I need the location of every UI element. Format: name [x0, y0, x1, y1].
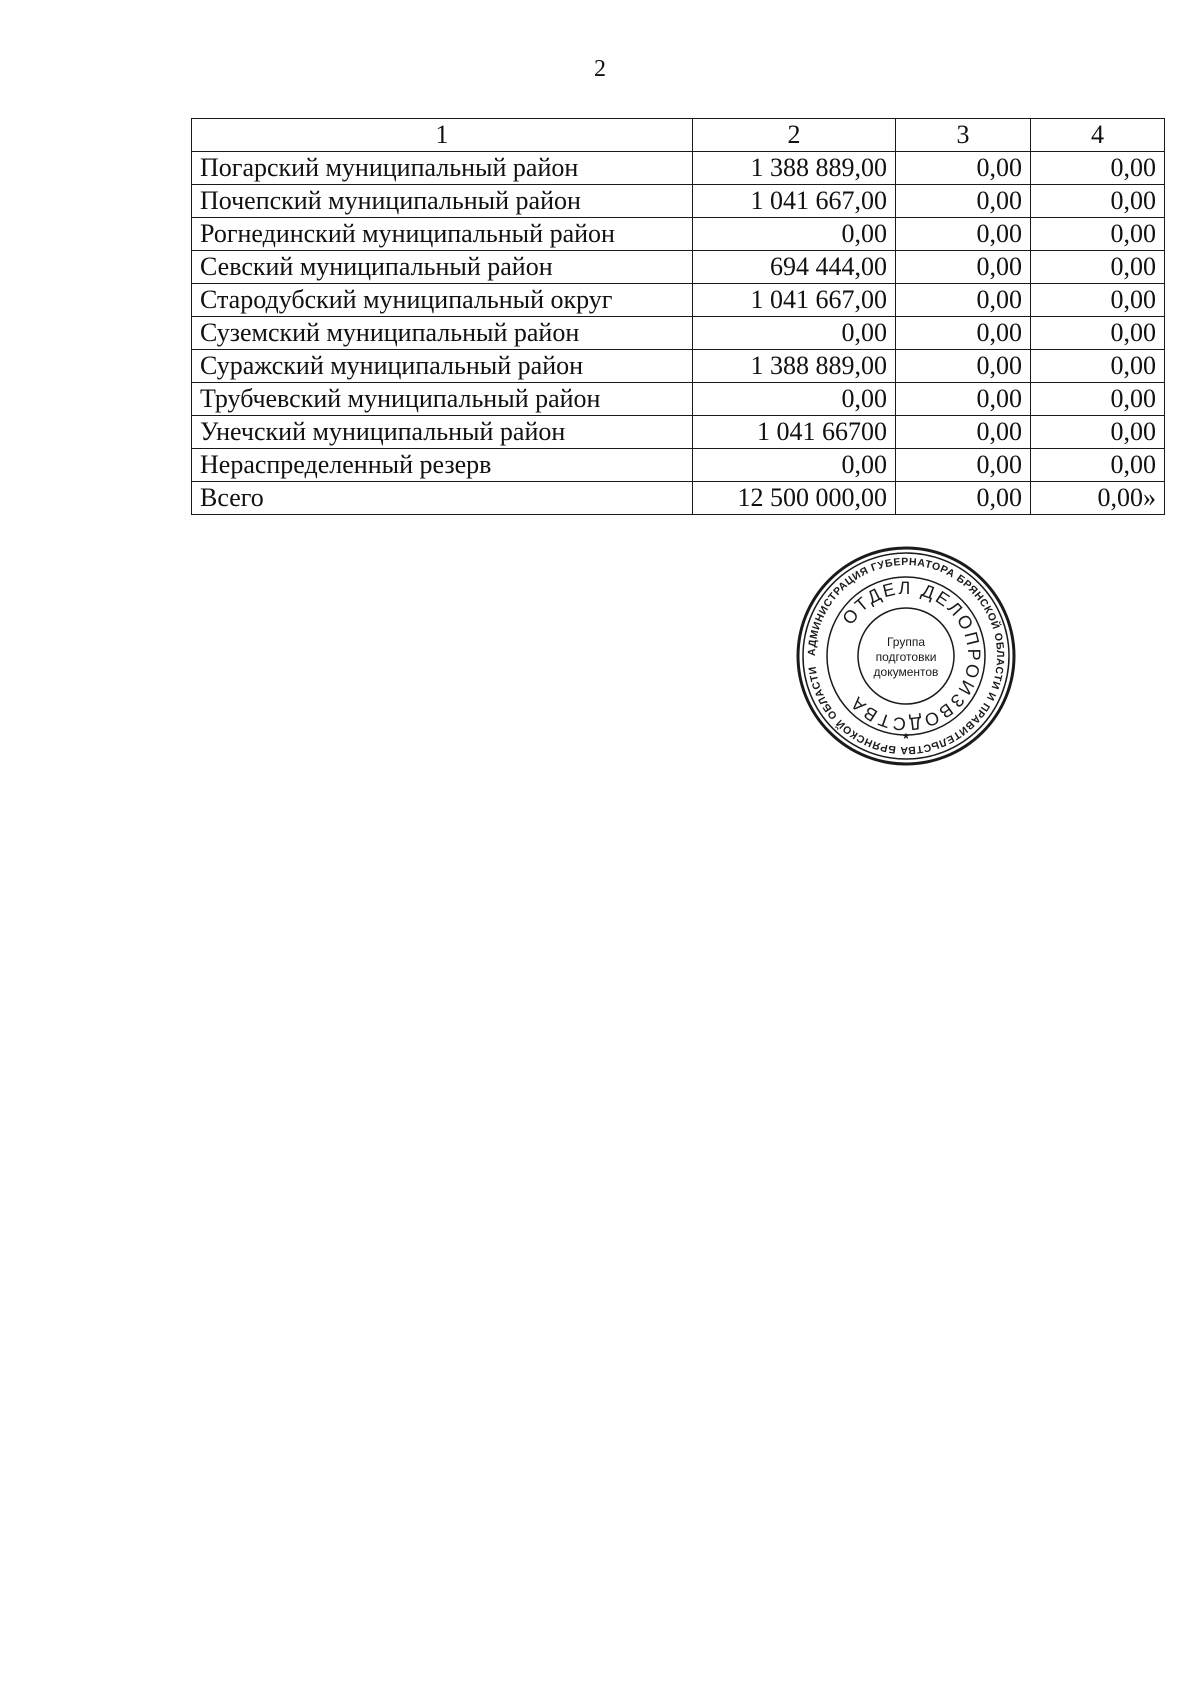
page-number: 2 — [594, 56, 606, 82]
amount-col2-cell: 1 388 889,00 — [693, 152, 896, 185]
table-row — [192, 449, 1165, 482]
table-row — [192, 416, 1165, 449]
district-name-cell: Почепский муниципальный район — [192, 185, 693, 218]
amount-col4-cell: 0,00 — [1031, 218, 1165, 251]
stamp-center-line: подготовки — [875, 650, 937, 664]
stamp-star: * — [903, 730, 909, 746]
table-row — [192, 350, 1165, 383]
amount-col2-cell: 694 444,00 — [693, 251, 896, 284]
header-cell: 4 — [1031, 119, 1165, 152]
amount-col2-cell: 0,00 — [693, 317, 896, 350]
table-row — [192, 218, 1165, 251]
table-header-row — [192, 119, 1165, 152]
amount-col2-cell: 0,00 — [693, 218, 896, 251]
district-name-cell: Трубчевский муниципальный район — [192, 383, 693, 416]
amount-col4-cell: 0,00 — [1031, 350, 1165, 383]
stamp-outer-text: АДМИНИСТРАЦИЯ ГУБЕРНАТОРА БРЯНСКОЙ ОБЛАСТИ И ПРАВИТЕЛЬСТВА БРЯНСКОЙ ОБЛАСТИ — [805, 555, 1007, 757]
amount-col3-cell: 0,00 — [896, 449, 1031, 482]
district-name-cell: Стародубский муниципальный округ — [192, 284, 693, 317]
amount-col4-cell: 0,00 — [1031, 449, 1165, 482]
amount-col3-cell: 0,00 — [896, 185, 1031, 218]
stamp-center-line: Группа — [886, 635, 926, 649]
header-cell: 3 — [896, 119, 1031, 152]
table-row — [192, 152, 1165, 185]
total-col4-cell: 0,00» — [1031, 482, 1165, 515]
total-label-cell: Всего — [192, 482, 693, 515]
table-row — [192, 284, 1165, 317]
district-name-cell: Унечский муниципальный район — [192, 416, 693, 449]
district-name-cell: Погарский муниципальный район — [192, 152, 693, 185]
amount-col2-cell: 0,00 — [693, 383, 896, 416]
stamp-center-line: документов — [873, 665, 939, 679]
stamp-seal-icon — [795, 545, 1017, 767]
amount-col3-cell: 0,00 — [896, 317, 1031, 350]
total-col2-cell: 12 500 000,00 — [693, 482, 896, 515]
district-name-cell: Нераспределенный резерв — [192, 449, 693, 482]
amount-col3-cell: 0,00 — [896, 416, 1031, 449]
table-row — [192, 185, 1165, 218]
district-name-cell: Суражский муниципальный район — [192, 350, 693, 383]
amount-col3-cell: 0,00 — [896, 350, 1031, 383]
stamp-department-text: ОТДЕЛ ДЕЛОПРОИЗВОДСТВА — [838, 577, 985, 735]
amount-col2-cell: 0,00 — [693, 449, 896, 482]
official-stamp — [795, 545, 1017, 767]
amount-col3-cell: 0,00 — [896, 383, 1031, 416]
amount-col3-cell: 0,00 — [896, 218, 1031, 251]
amount-col3-cell: 0,00 — [896, 152, 1031, 185]
table-row — [192, 251, 1165, 284]
amount-col3-cell: 0,00 — [896, 251, 1031, 284]
amount-col4-cell: 0,00 — [1031, 251, 1165, 284]
amount-col4-cell: 0,00 — [1031, 383, 1165, 416]
amount-col2-cell: 1 388 889,00 — [693, 350, 896, 383]
district-name-cell: Рогнединский муниципальный район — [192, 218, 693, 251]
total-col3-cell: 0,00 — [896, 482, 1031, 515]
amount-col4-cell: 0,00 — [1031, 152, 1165, 185]
table-total-row — [192, 482, 1165, 515]
district-name-cell: Суземский муниципальный район — [192, 317, 693, 350]
district-name-cell: Севский муниципальный район — [192, 251, 693, 284]
amount-col3-cell: 0,00 — [896, 284, 1031, 317]
amount-col2-cell: 1 041 66700 — [693, 416, 896, 449]
amount-col4-cell: 0,00 — [1031, 185, 1165, 218]
amount-col2-cell: 1 041 667,00 — [693, 284, 896, 317]
amount-col4-cell: 0,00 — [1031, 284, 1165, 317]
header-cell: 1 — [192, 119, 693, 152]
amount-col2-cell: 1 041 667,00 — [693, 185, 896, 218]
amount-col4-cell: 0,00 — [1031, 317, 1165, 350]
table-row — [192, 317, 1165, 350]
allocation-table — [191, 118, 1165, 515]
table-row — [192, 383, 1165, 416]
header-cell: 2 — [693, 119, 896, 152]
amount-col4-cell: 0,00 — [1031, 416, 1165, 449]
